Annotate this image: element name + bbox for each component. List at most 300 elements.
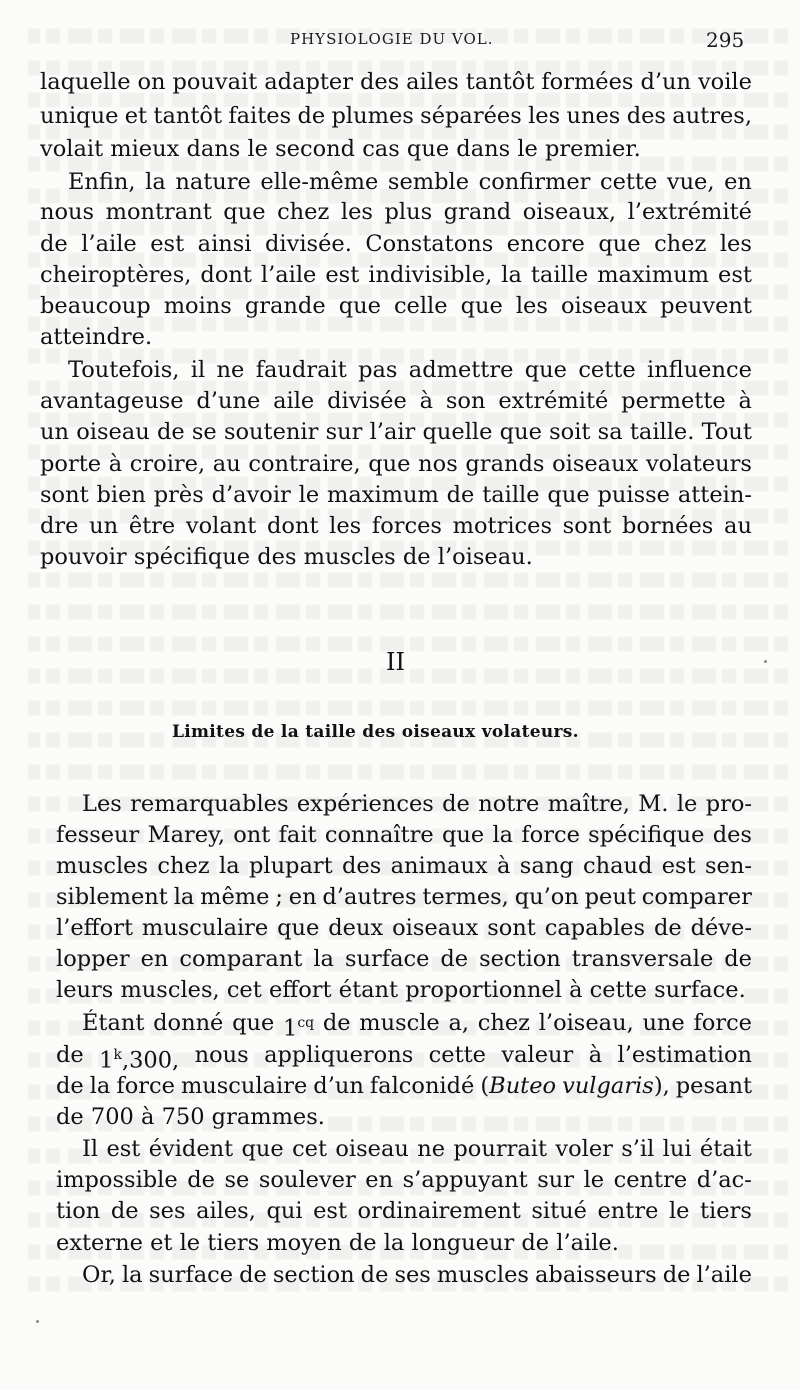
word: avantageuse <box>40 388 184 414</box>
word: la <box>492 822 514 848</box>
word: soit <box>549 419 591 445</box>
word: de <box>297 103 326 129</box>
word: que <box>232 1010 275 1036</box>
word: voler <box>555 1136 613 1162</box>
word: force <box>693 1010 752 1036</box>
word: muscles <box>56 853 149 879</box>
word: est <box>325 262 360 288</box>
text-line <box>56 850 752 882</box>
word: a, <box>448 1010 470 1036</box>
word: moyen <box>266 1230 342 1256</box>
word: ses <box>394 1262 431 1288</box>
word: de <box>56 1042 84 1068</box>
word: le <box>247 136 268 162</box>
word: muscle <box>359 1010 440 1036</box>
running-head: PHYSIOLOGIE DU VOL. <box>290 30 494 48</box>
text-line <box>40 416 752 448</box>
word: au <box>724 513 752 539</box>
word: la <box>121 1262 143 1288</box>
word: force <box>116 1073 175 1099</box>
word: transversale <box>571 946 714 972</box>
word: ailes, <box>196 1198 256 1224</box>
section-title: Limites de la taille des oiseaux volateurs. <box>172 722 579 742</box>
word: l’effort <box>56 915 133 941</box>
word: voile <box>697 69 752 95</box>
word: force <box>521 822 580 848</box>
word: de <box>724 946 752 972</box>
word: faudrait <box>255 357 347 383</box>
word: que <box>460 293 503 319</box>
word: ainsi <box>197 231 252 257</box>
word: être <box>128 513 176 539</box>
word: taille <box>530 262 589 288</box>
text-line <box>40 196 752 228</box>
text-line <box>56 943 752 975</box>
word: second <box>275 136 356 162</box>
word: la <box>145 169 166 195</box>
word: de <box>360 1262 389 1288</box>
word: sont <box>40 482 89 508</box>
word: que <box>223 199 266 225</box>
word: à <box>108 451 123 477</box>
word: externe <box>56 1230 143 1256</box>
word: de <box>653 915 682 941</box>
text-line <box>82 788 752 820</box>
word: la <box>89 1073 111 1099</box>
word: ordinairement <box>357 1198 521 1224</box>
word: sen- <box>704 853 752 879</box>
word: chez <box>477 1010 531 1036</box>
word: des <box>342 853 382 879</box>
word: nous <box>40 199 95 225</box>
word: pas <box>358 357 398 383</box>
word: tiers <box>700 1198 752 1224</box>
word: d’autres <box>322 884 417 910</box>
word: centre <box>613 1167 688 1193</box>
word: quelle <box>422 419 493 445</box>
word: section <box>272 1262 355 1288</box>
word: aile <box>273 388 315 414</box>
word: de <box>56 1104 84 1130</box>
word: termes, <box>422 884 509 910</box>
word: Enfin, <box>68 169 136 195</box>
word: des <box>257 544 297 570</box>
word: nature <box>175 169 251 195</box>
word: sont <box>487 915 536 941</box>
word: des <box>626 103 666 129</box>
word: admettre <box>408 357 514 383</box>
word: Toutefois, <box>68 357 180 383</box>
word: que <box>368 451 411 477</box>
word: se <box>191 419 217 445</box>
word: permette <box>621 388 726 414</box>
word: en <box>365 1167 394 1193</box>
word: est <box>661 853 696 879</box>
word: de <box>40 231 68 257</box>
word: un <box>89 513 119 539</box>
word: des <box>359 69 400 95</box>
text-line <box>56 1039 752 1074</box>
word: cet <box>292 1136 328 1162</box>
word: sa <box>597 419 623 445</box>
word: cette <box>428 1042 486 1068</box>
word: divisée <box>327 388 407 414</box>
word: moins <box>163 293 232 319</box>
word: cet <box>226 977 262 1003</box>
text-line <box>56 974 746 1006</box>
word: elle-même <box>260 169 379 195</box>
word: la <box>219 853 240 879</box>
word: plus <box>384 199 433 225</box>
word: laquelle <box>40 69 131 95</box>
word: dre <box>40 513 79 539</box>
word: muscles <box>436 1262 529 1288</box>
word: formées <box>541 69 634 95</box>
word: autres, <box>672 103 752 129</box>
word: indivisible, <box>368 262 493 288</box>
word: motrices <box>452 513 552 539</box>
word: de <box>348 1230 377 1256</box>
word: confirmer <box>478 169 591 195</box>
word: Marey, <box>147 822 225 848</box>
word: d’une <box>196 388 261 414</box>
word: de <box>440 946 469 972</box>
word: abaisseurs <box>535 1262 657 1288</box>
word: ont <box>233 822 271 848</box>
word: tion <box>56 1198 101 1224</box>
word: on <box>137 69 166 95</box>
word: à <box>569 977 583 1003</box>
word: Tout <box>701 419 752 445</box>
word: deux <box>328 915 384 941</box>
word: cette <box>589 977 647 1003</box>
word: en <box>140 946 169 972</box>
word: spécifique <box>133 544 251 570</box>
word: les <box>340 199 373 225</box>
word: vulgaris), <box>562 1073 670 1099</box>
word: situé <box>531 1198 587 1224</box>
word: $1^{cq}$ <box>283 1015 315 1042</box>
word: proportionnel <box>405 977 562 1003</box>
text-line <box>40 228 752 260</box>
word: de <box>239 1262 267 1288</box>
word: chaud <box>582 853 653 879</box>
word: beaucoup <box>40 293 151 319</box>
word: Constatons <box>365 231 494 257</box>
word: en <box>288 884 317 910</box>
word: à <box>140 1104 155 1130</box>
word: oiseaux <box>392 915 479 941</box>
word: oiseaux, <box>522 199 617 225</box>
word: de <box>322 1010 351 1036</box>
word: à <box>738 388 752 414</box>
word: la <box>501 262 522 288</box>
word: le <box>676 791 698 817</box>
word: M. <box>638 791 669 817</box>
word: animaux <box>390 853 488 879</box>
word: le <box>668 1198 690 1224</box>
text-line <box>40 100 752 132</box>
word: oiseaux <box>560 293 648 319</box>
word: fesseur <box>56 822 140 848</box>
word: le <box>298 482 320 508</box>
word: l’aile <box>81 231 137 257</box>
word: remarquables <box>130 791 289 817</box>
word: Les <box>82 791 122 817</box>
text-line <box>82 1259 752 1291</box>
section-numeral: II <box>386 648 405 676</box>
page-number: 295 <box>706 28 745 52</box>
word: chez <box>654 231 707 257</box>
text-line <box>68 166 752 198</box>
word: peut <box>584 884 636 910</box>
word: lui <box>662 1136 692 1162</box>
word: que <box>277 915 320 941</box>
word: sont <box>562 513 612 539</box>
word: oiseaux <box>552 451 639 477</box>
word: l’oiseau. <box>437 544 533 570</box>
word: de <box>110 1198 139 1224</box>
word: évident <box>148 1136 234 1162</box>
word: oiseau <box>76 419 150 445</box>
word: influence <box>647 357 752 383</box>
word: premier. <box>544 136 641 162</box>
word: pourrait <box>453 1136 548 1162</box>
word: grande <box>244 293 326 319</box>
text-line <box>56 1227 619 1259</box>
word: ailes <box>406 69 459 95</box>
word: tantôt <box>153 103 222 129</box>
word: Il <box>82 1136 99 1162</box>
word: cette <box>578 357 636 383</box>
word: est <box>106 1136 141 1162</box>
word: l’extrémité <box>627 199 752 225</box>
word: Étant <box>82 1010 145 1036</box>
word: de <box>446 482 475 508</box>
text-line <box>56 1070 752 1102</box>
word: montrant <box>105 199 212 225</box>
word: son <box>445 388 486 414</box>
word: au <box>212 451 241 477</box>
text-line <box>40 133 641 165</box>
word: que <box>241 1136 284 1162</box>
word: puisse <box>597 482 670 508</box>
text-line <box>56 1195 752 1227</box>
word: cas <box>362 136 400 162</box>
word: effort <box>268 977 332 1003</box>
word: l’aile. <box>556 1230 619 1256</box>
text-line <box>82 1007 752 1042</box>
word: sur <box>325 419 363 445</box>
word: capables <box>544 915 646 941</box>
word: leurs <box>56 977 114 1003</box>
text-line <box>56 819 752 851</box>
word: pouvait <box>172 69 258 95</box>
word: l’estimation <box>617 1042 752 1068</box>
word: est <box>718 262 752 288</box>
word: porte <box>40 451 102 477</box>
word: croire, <box>129 451 206 477</box>
word: plumes <box>331 103 414 129</box>
word: les <box>329 513 362 539</box>
word: un <box>40 419 69 445</box>
word: que <box>598 231 641 257</box>
word: le <box>583 1167 605 1193</box>
word: l’oiseau, <box>538 1010 634 1036</box>
word: section <box>479 946 561 972</box>
text-line <box>40 541 533 573</box>
text-line <box>40 66 752 98</box>
word: étant <box>338 977 399 1003</box>
word: la <box>383 1230 405 1256</box>
word: dont <box>200 262 252 288</box>
word: s’il <box>621 1136 655 1162</box>
word: mieux <box>110 136 180 162</box>
text-line <box>40 448 752 480</box>
word: unes <box>566 103 621 129</box>
word: le <box>517 136 538 162</box>
scan-speck <box>36 1320 39 1323</box>
word: taille. <box>629 419 695 445</box>
word: peuvent <box>660 293 752 319</box>
word: de <box>402 544 431 570</box>
text-line <box>40 321 152 353</box>
word: la <box>313 946 334 972</box>
word: siblement <box>56 884 168 910</box>
word: expériences <box>296 791 434 817</box>
word: d’avoir <box>211 482 291 508</box>
word: comparer <box>641 884 752 910</box>
word: surface. <box>654 977 746 1003</box>
word: en <box>724 169 752 195</box>
scan-speck <box>764 660 767 663</box>
word: bornées <box>621 513 714 539</box>
word: maximum <box>597 262 710 288</box>
word: donné <box>153 1010 224 1036</box>
word: pro- <box>705 791 752 817</box>
word: à <box>419 388 434 414</box>
word: grand <box>443 199 512 225</box>
word: nous <box>194 1042 249 1068</box>
word: d’un <box>640 69 691 95</box>
word: soutenir <box>223 419 319 445</box>
word: tantôt <box>465 69 535 95</box>
word: qui <box>266 1198 303 1224</box>
word: maximum <box>327 482 439 508</box>
word: est <box>313 1198 347 1224</box>
word: volait <box>40 136 104 162</box>
word: ; <box>275 884 283 910</box>
word: de <box>156 419 185 445</box>
word: pouvoir <box>40 544 127 570</box>
word: la <box>173 884 195 910</box>
word: lopper <box>56 946 130 972</box>
word: musculaire <box>141 915 269 941</box>
word: dont <box>267 513 319 539</box>
word: que <box>441 822 485 848</box>
word: que <box>338 293 381 319</box>
word: contraire, <box>248 451 361 477</box>
text-line <box>82 1133 752 1165</box>
word: nos <box>418 451 458 477</box>
text-line <box>40 259 752 291</box>
word: et <box>124 103 148 129</box>
word: et <box>150 1230 173 1256</box>
word: s’appuyant <box>402 1167 528 1193</box>
text-line <box>40 510 752 542</box>
word: faites <box>228 103 292 129</box>
word: spécifique <box>588 822 705 848</box>
word: à <box>588 1042 603 1068</box>
text-line <box>56 912 752 944</box>
word: appliquerons <box>264 1042 414 1068</box>
word: maître, <box>547 791 630 817</box>
word: Or, <box>82 1262 116 1288</box>
word: forces <box>371 513 442 539</box>
word: séparées <box>420 103 522 129</box>
word: l’aile <box>260 262 317 288</box>
word: les <box>528 103 561 129</box>
word: que <box>406 136 450 162</box>
word: unique <box>40 103 119 129</box>
text-line <box>56 1101 325 1133</box>
word: attein- <box>677 482 752 508</box>
word: divisée. <box>265 231 352 257</box>
word: se <box>224 1167 250 1193</box>
word: chez <box>277 199 330 225</box>
word: d’un <box>313 1073 364 1099</box>
word: à <box>497 853 511 879</box>
word: plupart <box>248 853 333 879</box>
word: ne <box>216 357 245 383</box>
word: semble <box>387 169 470 195</box>
word: près <box>153 482 204 508</box>
word: oiseau <box>335 1136 409 1162</box>
word: cette <box>599 169 658 195</box>
word: adapter <box>264 69 353 95</box>
word: pesant <box>675 1073 752 1099</box>
word: les <box>515 293 548 319</box>
word: que <box>547 482 590 508</box>
word: entre <box>597 1198 659 1224</box>
word: chez <box>157 853 210 879</box>
word: musculaire <box>180 1073 308 1099</box>
word: l’aile <box>696 1262 752 1288</box>
word: de <box>56 1073 84 1099</box>
text-line <box>56 1164 752 1196</box>
word: vue, <box>666 169 715 195</box>
word: les <box>719 231 752 257</box>
word: sur <box>537 1167 575 1193</box>
word: volateurs <box>645 451 752 477</box>
text-line <box>40 479 752 511</box>
word: il <box>190 357 206 383</box>
word: valeur <box>501 1042 574 1068</box>
word: l’air <box>369 419 416 445</box>
word: surface <box>148 1262 234 1288</box>
word: cheiroptères, <box>40 262 192 288</box>
word: longueur <box>411 1230 515 1256</box>
word: extrémité <box>498 388 609 414</box>
word: même <box>200 884 270 910</box>
word: celle <box>393 293 448 319</box>
word: une <box>642 1010 685 1036</box>
word: impossible <box>56 1167 178 1193</box>
word: surface <box>344 946 430 972</box>
word: (Buteo <box>480 1073 557 1099</box>
word: encore <box>506 231 585 257</box>
word: muscles, <box>120 977 220 1003</box>
